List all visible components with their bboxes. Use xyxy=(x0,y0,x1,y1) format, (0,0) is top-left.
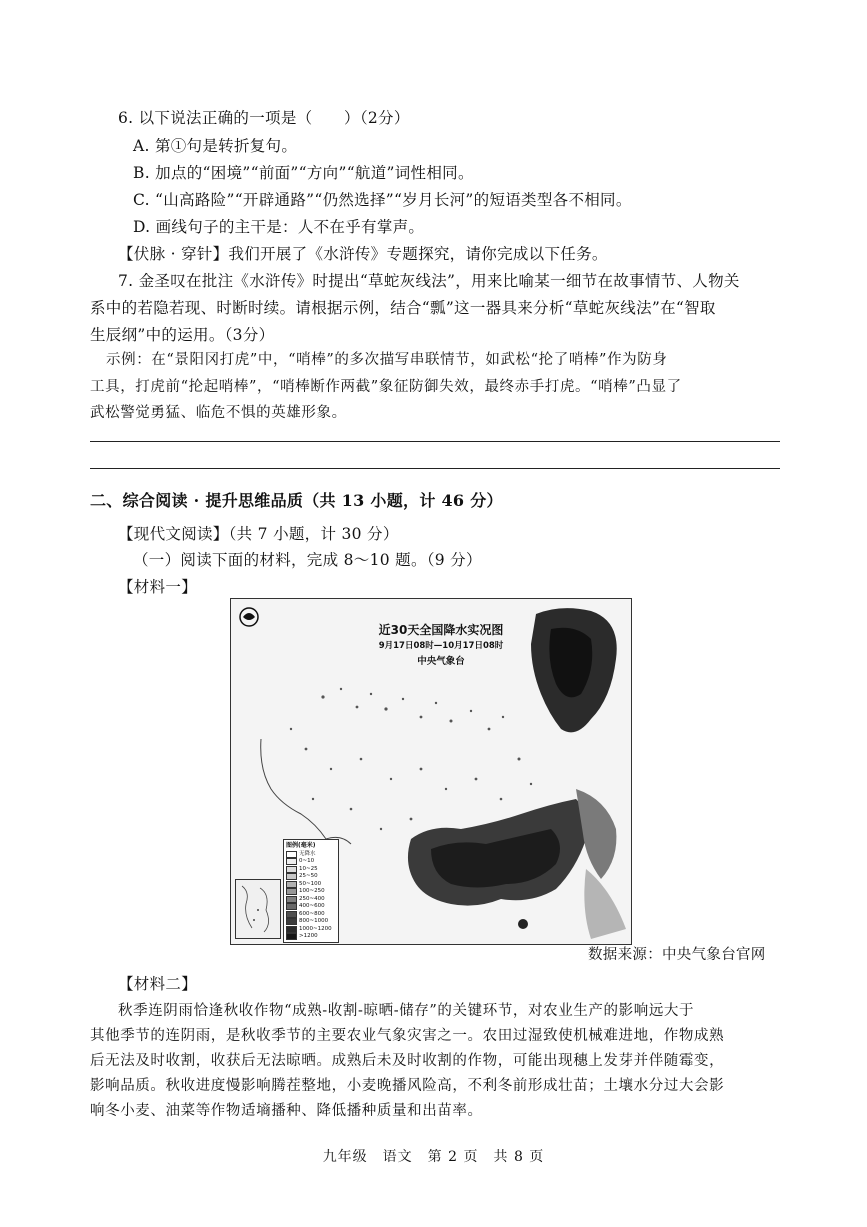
q7-line: 7. 金圣叹在批注《水浒传》时提出“草蛇灰线法”，用来比喻某一细节在故事情节、人物关 xyxy=(118,272,740,290)
legend-label: 600~800 xyxy=(299,910,325,917)
fumai-intro: 【伏脉 · 穿针】我们开展了《水浒传》专题探究，请你完成以下任务。 xyxy=(118,245,608,263)
modern-reading-heading: 【现代文阅读】（共 7 小题，计 30 分） xyxy=(118,525,399,543)
material2-line: 其他季节的连阴雨，是秋收季节的主要农业气象灾害之一。农田过湿致使机械难进地，作物成熟 xyxy=(90,1028,725,1044)
legend-item xyxy=(286,918,336,926)
legend-label: 50~100 xyxy=(299,880,322,887)
legend-swatch xyxy=(286,888,297,895)
legend-label: 0~10 xyxy=(299,858,315,864)
legend-swatch xyxy=(286,881,297,888)
section-title: 二、综合阅读 · 提升思维品质（共 13 小题，计 46 分） xyxy=(90,491,503,510)
map-agency: 中央气象台 xyxy=(417,656,465,667)
answer-line[interactable] xyxy=(90,468,780,469)
legend-label: >1200 xyxy=(299,933,318,939)
page-footer: 九年级 语文 第 2 页 共 8 页 xyxy=(322,1149,545,1165)
legend-label: 25~50 xyxy=(299,873,318,879)
map-title: 近30天全国降水实况图 xyxy=(378,623,504,637)
legend-swatch xyxy=(286,851,297,858)
material2-line: 后无法及时收割，收获后无法晾晒。成熟后未及时收割的作物，可能出现穗上发芽并伴随霉变， xyxy=(90,1053,725,1069)
legend-item xyxy=(286,896,336,904)
q7-example-line: 工具，打虎前“抡起哨棒”，“哨棒断作两截”象征防御失效，最终赤手打虎。“哨棒”凸显了 xyxy=(90,379,682,395)
q7-line: 生辰纲”中的运用。（3分） xyxy=(90,326,275,344)
legend-item xyxy=(286,888,336,896)
legend-swatch xyxy=(286,918,297,925)
map-legend xyxy=(283,839,339,943)
south-sea-inset xyxy=(235,879,281,939)
material2-line: 秋季连阴雨恰逢秋收作物“成熟-收割-晾晒-储存”的关键环节，对农业生产的影响远大于 xyxy=(118,1003,695,1019)
q6-option-c: C. “山高路险”“开辟通路”“仍然选择”“岁月长河”的短语类型各不相同。 xyxy=(133,191,632,209)
legend-item xyxy=(286,911,336,919)
legend-label: 250~400 xyxy=(299,895,325,902)
precipitation-map xyxy=(230,598,632,945)
data-source: 数据来源：中央气象台官网 xyxy=(588,947,766,963)
inset-map xyxy=(236,880,280,938)
legend-item xyxy=(286,858,336,866)
legend-swatch xyxy=(286,873,297,880)
material2-label: 【材料二】 xyxy=(118,975,198,993)
map-dates: 9月17日08时—10月17日08时 xyxy=(378,641,504,651)
legend-label: 10~25 xyxy=(299,865,318,872)
legend-item xyxy=(286,851,336,859)
legend-swatch xyxy=(286,911,297,918)
legend-swatch xyxy=(286,858,297,865)
legend-item xyxy=(286,866,336,874)
legend-item xyxy=(286,926,336,934)
material2-line: 响冬小麦、油菜等作物适墒播种、降低播种质量和出苗率。 xyxy=(90,1103,483,1119)
legend-swatch xyxy=(286,926,297,933)
legend-label: 100~250 xyxy=(299,888,325,894)
legend-item xyxy=(286,933,336,941)
legend-label: 800~1000 xyxy=(299,918,329,924)
legend-label: 1000~1200 xyxy=(299,925,332,932)
q7-example-line: 武松警觉勇猛、临危不惧的英雄形象。 xyxy=(90,405,347,421)
answer-line[interactable] xyxy=(90,441,780,442)
legend-swatch xyxy=(286,866,297,873)
legend-item xyxy=(286,881,336,889)
material2-line: 影响品质。秋收进度慢影响腾茬整地，小麦晚播风险高，不利冬前形成壮苗；土壤水分过大会影 xyxy=(90,1078,725,1094)
legend-label: 400~600 xyxy=(299,903,325,909)
q7-example-line: 示例：在“景阳冈打虎”中，“哨棒”的多次描写串联情节，如武松“抡了哨棒”作为防身 xyxy=(106,352,668,368)
part1-instruction: （一）阅读下面的材料，完成 8～10 题。（9 分） xyxy=(133,551,482,569)
legend-swatch xyxy=(286,896,297,903)
q7-line: 系中的若隐若现、时断时续。请根据示例，结合“瓢”这一器具来分析“草蛇灰线法”在“智取 xyxy=(90,299,716,317)
legend-swatch xyxy=(286,903,297,910)
q6-option-d: D. 画线句子的主干是：人不在乎有掌声。 xyxy=(133,218,425,236)
q6-option-a: A. 第①句是转折复句。 xyxy=(133,137,298,155)
material1-label: 【材料一】 xyxy=(118,578,198,596)
q6-option-b: B. 加点的“困境”“前面”“方向”“航道”词性相同。 xyxy=(133,164,474,182)
legend-item xyxy=(286,873,336,881)
legend-item xyxy=(286,903,336,911)
legend-swatch xyxy=(286,933,297,940)
legend-title: 图例(毫米) xyxy=(286,842,316,849)
q6-stem: 6. 以下说法正确的一项是（ ）（2分） xyxy=(118,109,410,127)
legend-label: 无降水 xyxy=(299,850,316,857)
